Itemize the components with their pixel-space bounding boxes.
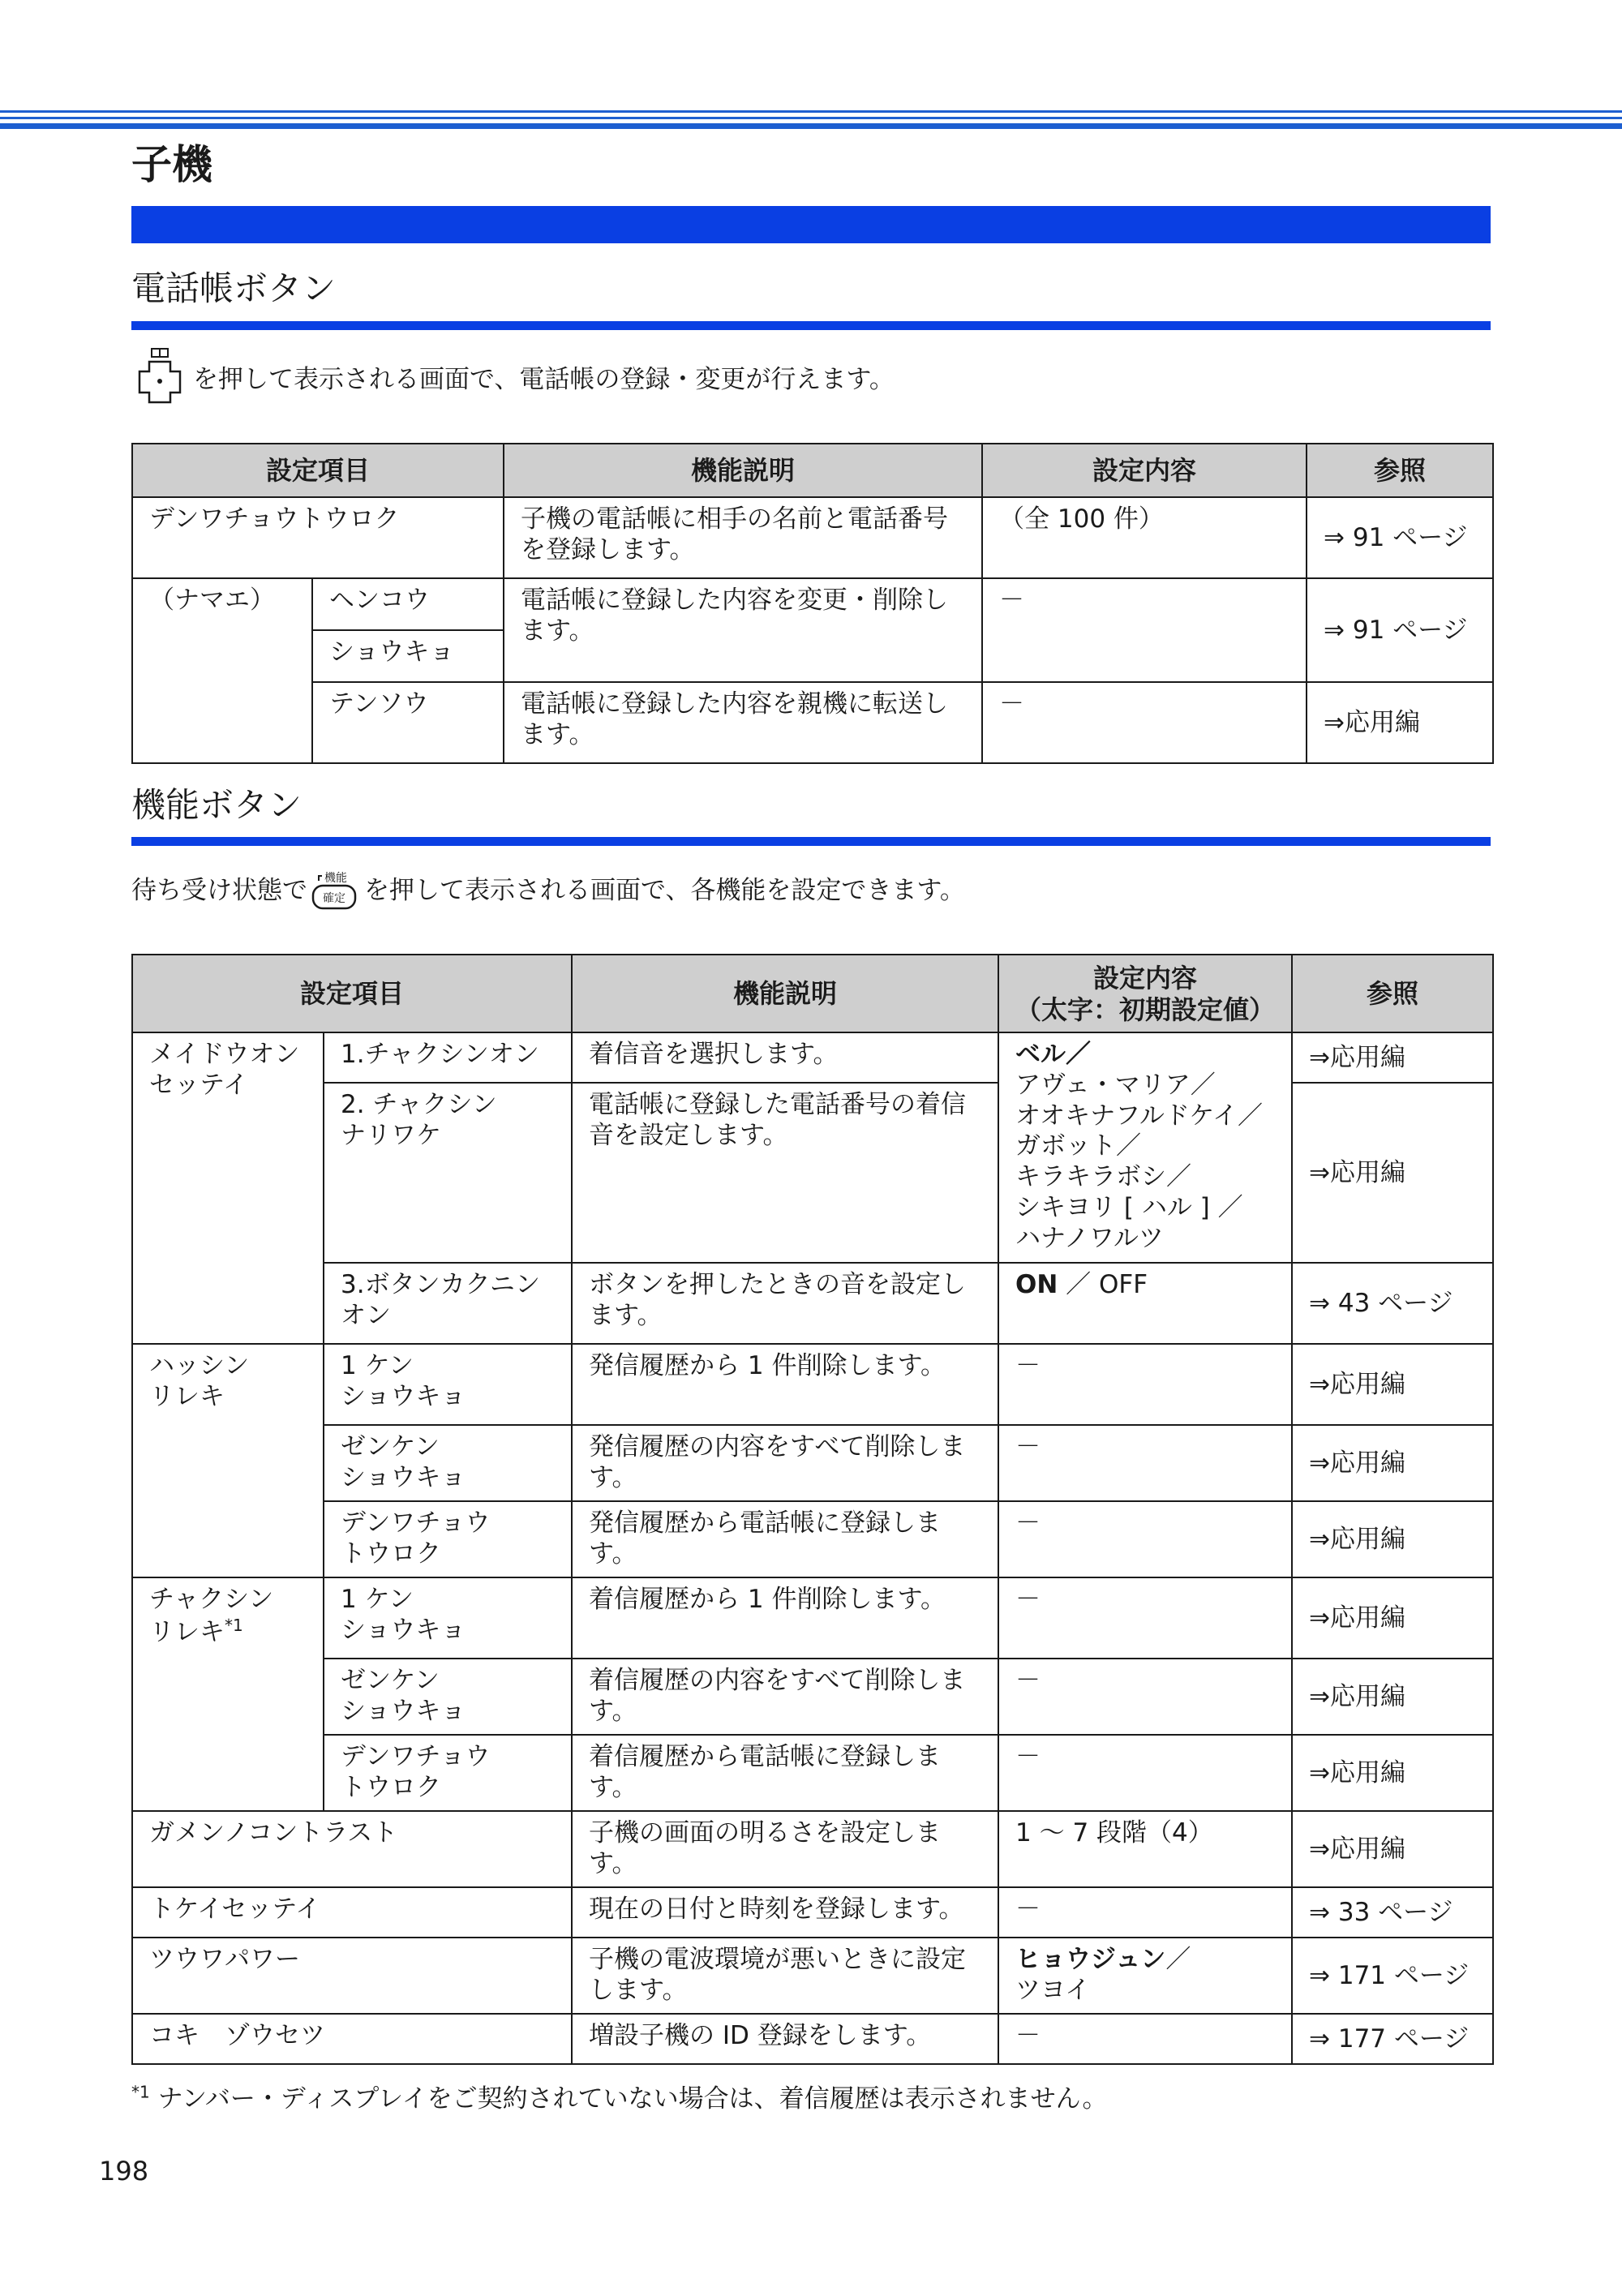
desc-cell: 着信履歴から電話帳に登録します。: [572, 1735, 998, 1811]
footnote-mark: *1: [131, 2082, 150, 2102]
ref-cell: ⇒応用編: [1292, 1032, 1493, 1083]
group-cell: [132, 1577, 324, 1811]
desc-cell: 子機の電話帳に相手の名前と電話番号を登録します。: [504, 497, 982, 578]
desc-cell: ボタンを押したときの音を設定します。: [572, 1263, 998, 1344]
group-cell: メイドウオン セッテイ: [132, 1032, 324, 1344]
table-row: [132, 497, 1493, 578]
function-key-label-bottom: 確定: [323, 892, 345, 905]
header-desc: 機能説明: [504, 444, 982, 497]
item-cell: ゼンケン ショウキョ: [324, 1425, 572, 1501]
table-row: [132, 1425, 1493, 1501]
desc-cell: 現在の日付と時刻を登録します。: [572, 1887, 998, 1938]
top-rule-thick: [0, 123, 1622, 129]
ref-cell: ⇒応用編: [1292, 1501, 1493, 1577]
content-options: ／ ツヨイ: [1015, 1945, 1191, 2005]
table-row: [132, 1577, 1493, 1659]
desc-cell: 発信履歴の内容をすべて削除します。: [572, 1425, 998, 1501]
item-cell: ゼンケン ショウキョ: [324, 1659, 572, 1735]
desc-cell: 子機の画面の明るさを設定します。: [572, 1811, 998, 1887]
page-number: 198: [99, 2156, 149, 2187]
function-section-rule: [131, 837, 1491, 846]
table-row: [132, 1344, 1493, 1425]
table-header-row: [132, 955, 1493, 1032]
item-cell: 1 ケン ショウキョ: [324, 1344, 572, 1425]
top-rule-thin-2: [0, 117, 1622, 119]
group-label: チャクシン リレキ: [149, 1585, 274, 1647]
header-content: 設定内容: [982, 444, 1307, 497]
table-row: [132, 1735, 1493, 1811]
footnote-text: ナンバー・ディスプレイをご契約されていない場合は、着信履歴は表示されません。: [149, 2084, 1108, 2114]
table-row: [132, 1263, 1493, 1344]
desc-cell: 着信履歴の内容をすべて削除します。: [572, 1659, 998, 1735]
desc-cell: 電話帳に登録した内容を親機に転送します。: [504, 682, 982, 763]
title-band: [131, 206, 1491, 243]
header-content-line1: 設定内容: [1093, 962, 1198, 994]
function-intro: [131, 869, 965, 912]
desc-cell: 電話帳に登録した内容を変更・削除します。: [504, 578, 982, 682]
table-header-row: [132, 444, 1493, 497]
item-cell: ツウワパワー: [132, 1938, 572, 2014]
content-cell: －: [998, 1735, 1292, 1811]
header-ref: 参照: [1292, 955, 1493, 1032]
content-options: アヴェ・マリア／ オオキナフルドケイ／ ガボット／ キラキラボシ／ シキヨリ [ ハル ] ／ ハナノワルツ: [1015, 1070, 1264, 1253]
ref-cell: ⇒ 171 ページ: [1292, 1938, 1493, 2014]
content-default: ベル／: [1015, 1040, 1092, 1069]
table-row: [132, 578, 1493, 630]
item-cell: ヘンコウ: [312, 578, 504, 630]
ref-cell: ⇒応用編: [1292, 1344, 1493, 1425]
item-cell: デンワチョウ トウロク: [324, 1501, 572, 1577]
content-cell: （全 100 件）: [982, 497, 1307, 578]
phonebook-intro: [131, 347, 895, 412]
desc-cell: 着信履歴から 1 件削除します。: [572, 1577, 998, 1659]
ref-cell: ⇒ 177 ページ: [1292, 2014, 1493, 2064]
phonebook-intro-text: を押して表示される画面で、電話帳の登録・変更が行えます。: [193, 364, 895, 394]
ref-cell: ⇒ 43 ページ: [1292, 1263, 1493, 1344]
ref-cell: ⇒応用編: [1307, 682, 1493, 763]
content-cell: －: [998, 1887, 1292, 1938]
desc-cell: 着信音を選択します。: [572, 1032, 998, 1083]
function-key-label-top: 機能: [324, 872, 347, 885]
table-row: [132, 1032, 1493, 1083]
content-cell: 1 ～ 7 段階（4）: [998, 1811, 1292, 1887]
item-cell: 1.チャクシンオン: [324, 1032, 572, 1083]
content-default: ヒョウジュン: [1015, 1945, 1166, 1974]
table-row: [132, 1938, 1493, 2014]
content-options: ／ OFF: [1058, 1270, 1148, 1299]
table-row: [132, 1811, 1493, 1887]
item-cell: テンソウ: [312, 682, 504, 763]
content-default: ON: [1015, 1270, 1058, 1299]
desc-cell: 発信履歴から 1 件削除します。: [572, 1344, 998, 1425]
ref-cell: ⇒応用編: [1292, 1425, 1493, 1501]
content-cell: －: [998, 1577, 1292, 1659]
desc-cell: 増設子機の ID 登録をします。: [572, 2014, 998, 2064]
content-cell: [998, 1263, 1292, 1344]
function-intro-pre: 待ち受け状態で: [131, 875, 307, 905]
footnote-ref: *1: [225, 1615, 243, 1635]
header-content-line2: （太字：初期設定値）: [1015, 994, 1276, 1025]
ref-cell: ⇒応用編: [1292, 1735, 1493, 1811]
ref-cell: ⇒ 91 ページ: [1307, 578, 1493, 682]
item-cell: デンワチョウ トウロク: [324, 1735, 572, 1811]
item-cell: トケイセッテイ: [132, 1887, 572, 1938]
table-row: [132, 1501, 1493, 1577]
function-intro-post: を押して表示される画面で、各機能を設定できます。: [364, 875, 965, 905]
item-cell: ガメンノコントラスト: [132, 1811, 572, 1887]
content-cell: －: [998, 1425, 1292, 1501]
header-item: 設定項目: [132, 955, 572, 1032]
function-section-title: 機能ボタン: [131, 785, 303, 825]
content-cell: －: [982, 682, 1307, 763]
header-ref: 参照: [1307, 444, 1493, 497]
ref-cell: ⇒応用編: [1292, 1659, 1493, 1735]
item-cell: 3.ボタンカクニン オン: [324, 1263, 572, 1344]
function-key-icon: [311, 869, 358, 912]
item-cell: 1 ケン ショウキョ: [324, 1577, 572, 1659]
ref-cell: ⇒ 33 ページ: [1292, 1887, 1493, 1938]
table-row: [132, 682, 1493, 763]
desc-cell: 発信履歴から電話帳に登録します。: [572, 1501, 998, 1577]
phonebook-section-title: 電話帳ボタン: [131, 268, 337, 308]
desc-cell: 電話帳に登録した電話番号の着信音を設定します。: [572, 1083, 998, 1263]
top-rule-thin: [0, 110, 1622, 113]
content-cell: －: [998, 2014, 1292, 2064]
content-cell: [998, 1032, 1292, 1263]
header-content: [998, 955, 1292, 1032]
content-cell: －: [998, 1344, 1292, 1425]
group-cell: （ナマエ）: [132, 578, 312, 763]
group-cell: ハッシン リレキ: [132, 1344, 324, 1577]
table-row: [132, 2014, 1493, 2064]
content-cell: －: [998, 1501, 1292, 1577]
desc-cell: 子機の電波環境が悪いときに設定します。: [572, 1938, 998, 2014]
ref-cell: ⇒応用編: [1292, 1577, 1493, 1659]
page-title: 子機: [131, 141, 212, 188]
phonebook-section-rule: [131, 321, 1491, 330]
item-cell: デンワチョウトウロク: [132, 497, 504, 578]
item-cell: 2. チャクシン ナリワケ: [324, 1083, 572, 1263]
content-cell: [998, 1938, 1292, 2014]
item-cell: コキ ゾウセツ: [132, 2014, 572, 2064]
content-cell: －: [982, 578, 1307, 682]
header-item: 設定項目: [132, 444, 504, 497]
ref-cell: ⇒ 91 ページ: [1307, 497, 1493, 578]
ref-cell: ⇒応用編: [1292, 1083, 1493, 1263]
function-table: [131, 954, 1494, 2065]
table-row: [132, 1659, 1493, 1735]
header-desc: 機能説明: [572, 955, 998, 1032]
footnote: [131, 2078, 1107, 2114]
item-cell: ショウキョ: [312, 630, 504, 682]
table-row: [132, 1887, 1493, 1938]
content-cell: －: [998, 1659, 1292, 1735]
phonebook-button-icon: [131, 347, 188, 412]
phonebook-table: [131, 443, 1494, 764]
ref-cell: ⇒応用編: [1292, 1811, 1493, 1887]
